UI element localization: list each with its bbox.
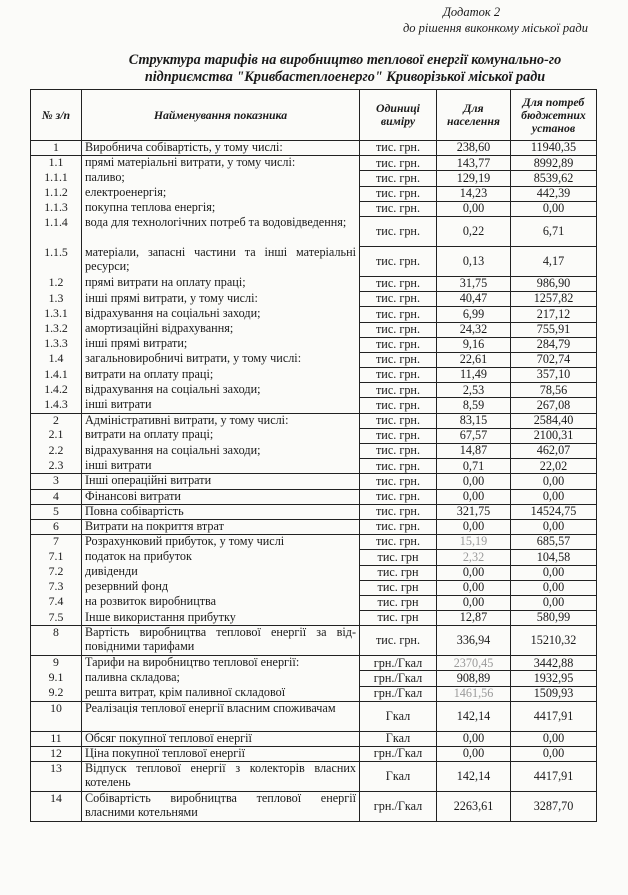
row-population-value: 15,19 [437, 535, 511, 550]
row-unit: тис. грн. [360, 383, 437, 398]
row-population-value: 67,57 [437, 428, 511, 443]
row-number: 1.4.3 [31, 398, 82, 413]
row-unit: тис. грн. [360, 398, 437, 413]
row-population-value: 31,75 [437, 276, 511, 291]
row-name: решта витрат, крім паливної складової [82, 686, 360, 701]
table-row [31, 186, 597, 201]
row-budget-value: 2100,31 [511, 428, 597, 443]
row-number: 7 [31, 535, 82, 550]
row-unit: тис. грн [360, 580, 437, 595]
row-number: 7.4 [31, 595, 82, 610]
row-population-value: 2,32 [437, 550, 511, 565]
row-unit: тис. грн. [360, 307, 437, 322]
table-row [31, 413, 597, 428]
row-unit: тис. грн. [360, 216, 437, 246]
row-unit: тис. грн. [360, 186, 437, 201]
row-number: 1.1.5 [31, 246, 82, 276]
row-name: прямі матеріальні витрати, у тому числі: [82, 156, 360, 171]
row-population-value: 14,23 [437, 186, 511, 201]
row-budget-value: 14524,75 [511, 504, 597, 519]
table-row [31, 352, 597, 367]
row-population-value: 0,00 [437, 474, 511, 489]
row-unit: тис. грн. [360, 413, 437, 428]
row-budget-value: 685,57 [511, 535, 597, 550]
row-population-value: 2263,61 [437, 792, 511, 822]
row-name: Тарифи на виробництво теплової енергії: [82, 656, 360, 671]
row-population-value: 0,71 [437, 459, 511, 474]
table-row [31, 626, 597, 656]
row-number: 14 [31, 792, 82, 822]
row-budget-value: 0,00 [511, 474, 597, 489]
row-budget-value: 11940,35 [511, 141, 597, 156]
table-row [31, 489, 597, 504]
row-budget-value: 0,00 [511, 747, 597, 762]
row-name: Фінансові витрати [82, 489, 360, 504]
row-number: 1.3.2 [31, 322, 82, 337]
row-population-value: 0,00 [437, 201, 511, 216]
row-population-value: 129,19 [437, 171, 511, 186]
table-row [31, 383, 597, 398]
row-name: Виробнича собівартість, у тому числі: [82, 141, 360, 156]
row-unit: тис. грн. [360, 292, 437, 307]
row-name: дивіденди [82, 565, 360, 580]
table-row [31, 550, 597, 565]
row-number: 13 [31, 762, 82, 792]
table-header-row [31, 90, 597, 141]
row-population-value: 336,94 [437, 626, 511, 656]
table-row [31, 474, 597, 489]
row-unit: тис. грн. [360, 459, 437, 474]
row-name: Ціна покупної теплової енергії [82, 747, 360, 762]
row-name: Вартість виробництва теплової енергії за від-повідними тарифами [82, 626, 360, 656]
row-population-value: 0,00 [437, 747, 511, 762]
row-unit: грн./Гкал [360, 671, 437, 686]
row-number: 7.2 [31, 565, 82, 580]
row-population-value: 238,60 [437, 141, 511, 156]
row-name: паливна складова; [82, 671, 360, 686]
row-budget-value: 8992,89 [511, 156, 597, 171]
row-name: податок на прибуток [82, 550, 360, 565]
row-unit: Гкал [360, 701, 437, 731]
row-number: 2.1 [31, 428, 82, 443]
row-name: матеріали, запасні частини та інші матеріальні ресурси; [82, 246, 360, 276]
row-name: електроенергія; [82, 186, 360, 201]
row-unit: грн./Гкал [360, 686, 437, 701]
row-number: 1.4 [31, 352, 82, 367]
row-unit: тис. грн. [360, 352, 437, 367]
table-row [31, 747, 597, 762]
row-budget-value: 0,00 [511, 595, 597, 610]
row-unit: тис. грн. [360, 535, 437, 550]
row-unit: тис. грн. [360, 322, 437, 337]
row-population-value: 0,00 [437, 489, 511, 504]
row-population-value: 40,47 [437, 292, 511, 307]
table-row [31, 595, 597, 610]
table-row [31, 580, 597, 595]
row-population-value: 2,53 [437, 383, 511, 398]
row-unit: тис. грн [360, 595, 437, 610]
row-population-value: 0,00 [437, 519, 511, 534]
row-population-value: 9,16 [437, 337, 511, 352]
row-number: 5 [31, 504, 82, 519]
row-budget-value: 15210,32 [511, 626, 597, 656]
row-budget-value: 267,08 [511, 398, 597, 413]
table-row [31, 792, 597, 822]
row-budget-value: 4,17 [511, 246, 597, 276]
row-unit: тис. грн. [360, 444, 437, 459]
row-budget-value: 357,10 [511, 368, 597, 383]
row-unit: грн./Гкал [360, 656, 437, 671]
row-name: витрати на оплату праці; [82, 428, 360, 443]
row-population-value: 22,61 [437, 352, 511, 367]
row-name: Розрахунковий прибуток, у тому числі [82, 535, 360, 550]
row-number: 10 [31, 701, 82, 731]
header-number: № з/п [31, 90, 82, 141]
row-number: 9.1 [31, 671, 82, 686]
row-number: 1.4.1 [31, 368, 82, 383]
row-name: Повна собівартість [82, 504, 360, 519]
table-row [31, 171, 597, 186]
row-unit: тис. грн [360, 550, 437, 565]
row-name: інші прямі витрати, у тому числі: [82, 292, 360, 307]
row-unit: тис. грн. [360, 626, 437, 656]
row-name: Адміністративні витрати, у тому числі: [82, 413, 360, 428]
row-budget-value: 8539,62 [511, 171, 597, 186]
table-row [31, 565, 597, 580]
row-number: 1 [31, 141, 82, 156]
row-population-value: 0,22 [437, 216, 511, 246]
row-unit: тис. грн. [360, 141, 437, 156]
table-row [31, 701, 597, 731]
row-unit: грн./Гкал [360, 792, 437, 822]
row-budget-value: 4417,91 [511, 762, 597, 792]
row-population-value: 908,89 [437, 671, 511, 686]
row-budget-value: 442,39 [511, 186, 597, 201]
row-name: інші витрати [82, 459, 360, 474]
row-budget-value: 217,12 [511, 307, 597, 322]
row-budget-value: 755,91 [511, 322, 597, 337]
row-budget-value: 3442,88 [511, 656, 597, 671]
row-population-value: 8,59 [437, 398, 511, 413]
row-population-value: 11,49 [437, 368, 511, 383]
table-row [31, 368, 597, 383]
row-number: 6 [31, 519, 82, 534]
row-population-value: 142,14 [437, 762, 511, 792]
row-unit: тис. грн. [360, 474, 437, 489]
table-row [31, 398, 597, 413]
row-unit: тис. грн. [360, 489, 437, 504]
row-number: 1.1 [31, 156, 82, 171]
row-name: на розвиток виробництва [82, 595, 360, 610]
row-number: 7.5 [31, 611, 82, 626]
table-row [31, 611, 597, 626]
row-budget-value: 1509,93 [511, 686, 597, 701]
row-name: інші прямі витрати; [82, 337, 360, 352]
row-number: 9 [31, 656, 82, 671]
row-name: паливо; [82, 171, 360, 186]
row-number: 1.1.2 [31, 186, 82, 201]
row-name: інші витрати [82, 398, 360, 413]
row-number: 1.1.3 [31, 201, 82, 216]
row-name: відрахування на соціальні заходи; [82, 444, 360, 459]
row-population-value: 0,00 [437, 580, 511, 595]
header-unit: Одиниці виміру [360, 90, 437, 141]
table-row [31, 762, 597, 792]
annex-line-2: до рішення виконкому міської ради [402, 21, 588, 35]
tariff-structure-table [30, 89, 597, 822]
row-budget-value: 0,00 [511, 201, 597, 216]
row-population-value: 14,87 [437, 444, 511, 459]
row-name: вода для технологічних потреб та водовідведення; [82, 216, 360, 246]
row-unit: Гкал [360, 762, 437, 792]
row-budget-value: 462,07 [511, 444, 597, 459]
row-population-value: 0,00 [437, 595, 511, 610]
row-name: Інші операційні витрати [82, 474, 360, 489]
row-number: 11 [31, 731, 82, 746]
row-number: 4 [31, 489, 82, 504]
row-number: 1.2 [31, 276, 82, 291]
row-budget-value: 986,90 [511, 276, 597, 291]
table-row [31, 322, 597, 337]
row-number: 8 [31, 626, 82, 656]
table-row [31, 428, 597, 443]
row-number: 2.3 [31, 459, 82, 474]
table-row [31, 504, 597, 519]
row-budget-value: 0,00 [511, 580, 597, 595]
table-row [31, 276, 597, 291]
row-name: відрахування на соціальні заходи; [82, 383, 360, 398]
row-budget-value: 0,00 [511, 489, 597, 504]
row-name: резервний фонд [82, 580, 360, 595]
table-row [31, 307, 597, 322]
table-row [31, 216, 597, 246]
row-number: 1.3.3 [31, 337, 82, 352]
table-row [31, 656, 597, 671]
row-number: 7.3 [31, 580, 82, 595]
table-row [31, 535, 597, 550]
row-name: відрахування на соціальні заходи; [82, 307, 360, 322]
row-budget-value: 22,02 [511, 459, 597, 474]
row-population-value: 1461,56 [437, 686, 511, 701]
table-row [31, 731, 597, 746]
row-budget-value: 4417,91 [511, 701, 597, 731]
row-unit: тис. грн. [360, 156, 437, 171]
row-unit: Гкал [360, 731, 437, 746]
row-number: 9.2 [31, 686, 82, 701]
row-budget-value: 2584,40 [511, 413, 597, 428]
row-number: 2 [31, 413, 82, 428]
header-name: Найменування показника [82, 90, 360, 141]
row-unit: тис. грн. [360, 504, 437, 519]
row-population-value: 6,99 [437, 307, 511, 322]
row-number: 7.1 [31, 550, 82, 565]
row-unit: тис. грн [360, 565, 437, 580]
row-budget-value: 284,79 [511, 337, 597, 352]
row-population-value: 321,75 [437, 504, 511, 519]
row-number: 3 [31, 474, 82, 489]
row-name: Відпуск теплової енергії з колекторів власних котелень [82, 762, 360, 792]
table-row [31, 444, 597, 459]
row-unit: тис. грн. [360, 246, 437, 276]
row-name: витрати на оплату праці; [82, 368, 360, 383]
table-row [31, 671, 597, 686]
header-budget: Для потреб бюджетних установ [511, 90, 597, 141]
row-population-value: 143,77 [437, 156, 511, 171]
row-number: 2.2 [31, 444, 82, 459]
row-number: 12 [31, 747, 82, 762]
row-name: Обсяг покупної теплової енергії [82, 731, 360, 746]
table-row [31, 246, 597, 276]
row-unit: тис. грн. [360, 171, 437, 186]
row-population-value: 12,87 [437, 611, 511, 626]
row-name: амортизаційні відрахування; [82, 322, 360, 337]
row-population-value: 24,32 [437, 322, 511, 337]
header-population: Для населення [437, 90, 511, 141]
row-budget-value: 0,00 [511, 519, 597, 534]
row-budget-value: 580,99 [511, 611, 597, 626]
row-budget-value: 104,58 [511, 550, 597, 565]
annex-line-1: Додаток 2 [442, 5, 501, 19]
annex-note [403, 4, 588, 36]
row-budget-value: 6,71 [511, 216, 597, 246]
row-population-value: 2370,45 [437, 656, 511, 671]
row-budget-value: 702,74 [511, 352, 597, 367]
row-name: загальновиробничі витрати, у тому числі: [82, 352, 360, 367]
table-row [31, 292, 597, 307]
table-body [31, 141, 597, 822]
row-unit: грн./Гкал [360, 747, 437, 762]
row-budget-value: 0,00 [511, 731, 597, 746]
row-number: 1.1.1 [31, 171, 82, 186]
row-unit: тис. грн [360, 611, 437, 626]
row-number: 1.1.4 [31, 216, 82, 246]
row-population-value: 0,00 [437, 731, 511, 746]
row-unit: тис. грн. [360, 368, 437, 383]
row-budget-value: 78,56 [511, 383, 597, 398]
row-name: Реалізація теплової енергії власним споживачам [82, 701, 360, 731]
row-unit: тис. грн. [360, 276, 437, 291]
row-budget-value: 3287,70 [511, 792, 597, 822]
table-row [31, 686, 597, 701]
row-name: Витрати на покриття втрат [82, 519, 360, 534]
table-row [31, 141, 597, 156]
row-population-value: 0,00 [437, 565, 511, 580]
row-population-value: 83,15 [437, 413, 511, 428]
table-row [31, 459, 597, 474]
table-row [31, 337, 597, 352]
table-row [31, 201, 597, 216]
row-unit: тис. грн. [360, 201, 437, 216]
row-number: 1.3 [31, 292, 82, 307]
row-population-value: 142,14 [437, 701, 511, 731]
row-unit: тис. грн. [360, 519, 437, 534]
document-title: Структура тарифів на виробництво теплової енергії комунально-го підприємства "Кривбастеплоенерго" Криворізької міської ради [128, 52, 562, 85]
row-budget-value: 0,00 [511, 565, 597, 580]
row-unit: тис. грн. [360, 428, 437, 443]
row-population-value: 0,13 [437, 246, 511, 276]
row-unit: тис. грн. [360, 337, 437, 352]
row-name: Собівартість виробництва теплової енергії власними котельнями [82, 792, 360, 822]
row-budget-value: 1932,95 [511, 671, 597, 686]
row-budget-value: 1257,82 [511, 292, 597, 307]
row-number: 1.4.2 [31, 383, 82, 398]
row-number: 1.3.1 [31, 307, 82, 322]
table-row [31, 519, 597, 534]
row-name: Інше використання прибутку [82, 611, 360, 626]
row-name: покупна теплова енергія; [82, 201, 360, 216]
table-row [31, 156, 597, 171]
row-name: прямі витрати на оплату праці; [82, 276, 360, 291]
